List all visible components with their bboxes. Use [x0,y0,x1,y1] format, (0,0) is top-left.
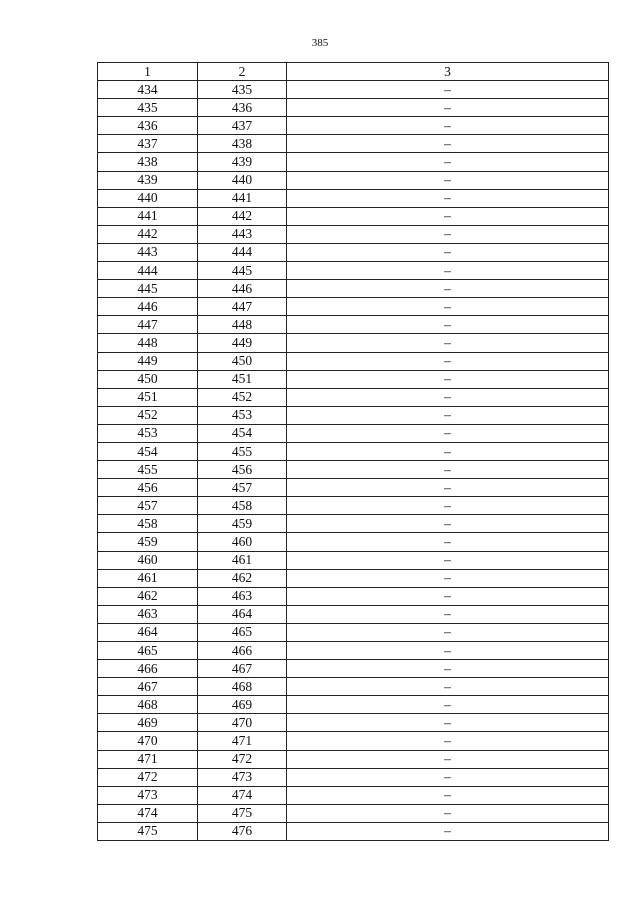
table-cell-col-1: 459 [98,533,198,551]
table-cell-col-1: 461 [98,569,198,587]
table-cell-col-1: 451 [98,388,198,406]
table-cell-col-2: 472 [198,750,287,768]
table-cell-col-2: 439 [198,153,287,171]
table-cell-col-1: 444 [98,262,198,280]
table-row [98,406,609,424]
table-cell-col-3: – [287,352,609,370]
table-row [98,298,609,316]
table-cell-col-3: – [287,515,609,533]
table-cell-col-3: – [287,569,609,587]
table-cell-col-2: 442 [198,207,287,225]
table-cell-col-1: 452 [98,406,198,424]
table-cell-col-2: 474 [198,786,287,804]
table-cell-col-1: 447 [98,316,198,334]
table-cell-col-1: 465 [98,642,198,660]
page-number: 385 [311,37,329,49]
column-header-3: 3 [287,63,609,81]
table-cell-col-1: 473 [98,786,198,804]
table-cell-col-2: 475 [198,804,287,822]
table-row [98,171,609,189]
table-cell-col-2: 448 [198,316,287,334]
table-row [98,243,609,261]
table-row [98,225,609,243]
table-cell-col-2: 454 [198,424,287,442]
table-cell-col-2: 449 [198,334,287,352]
data-table [97,62,609,841]
table-cell-col-3: – [287,388,609,406]
table-row [98,786,609,804]
table-cell-col-3: – [287,99,609,117]
table-row [98,768,609,786]
table-cell-col-3: – [287,424,609,442]
column-header-2: 2 [198,63,287,81]
table-cell-col-2: 463 [198,587,287,605]
table-cell-col-2: 452 [198,388,287,406]
table-cell-col-2: 446 [198,280,287,298]
table-cell-col-1: 474 [98,804,198,822]
table-cell-col-2: 443 [198,225,287,243]
table-cell-col-2: 471 [198,732,287,750]
table-cell-col-2: 473 [198,768,287,786]
table-cell-col-2: 440 [198,171,287,189]
table-cell-col-2: 468 [198,678,287,696]
table-row [98,696,609,714]
table-cell-col-2: 441 [198,189,287,207]
table-cell-col-2: 469 [198,696,287,714]
table-cell-col-2: 437 [198,117,287,135]
table-row [98,153,609,171]
table-cell-col-1: 472 [98,768,198,786]
table-cell-col-3: – [287,605,609,623]
table-row [98,623,609,641]
table-cell-col-1: 456 [98,479,198,497]
table-cell-col-1: 471 [98,750,198,768]
table-row [98,461,609,479]
table-cell-col-2: 447 [198,298,287,316]
table-cell-col-3: – [287,768,609,786]
table-cell-col-1: 434 [98,81,198,99]
table-cell-col-1: 435 [98,99,198,117]
table-row [98,189,609,207]
table-cell-col-2: 445 [198,262,287,280]
table-row [98,99,609,117]
table-cell-col-3: – [287,117,609,135]
table-cell-col-3: – [287,280,609,298]
table-cell-col-3: – [287,479,609,497]
table-body [98,81,609,841]
table-row [98,605,609,623]
table-cell-col-1: 455 [98,461,198,479]
table-row [98,334,609,352]
table-cell-col-2: 459 [198,515,287,533]
table-cell-col-2: 470 [198,714,287,732]
table-cell-col-2: 466 [198,642,287,660]
table-cell-col-3: – [287,225,609,243]
table-row [98,207,609,225]
table-cell-col-1: 467 [98,678,198,696]
table-row [98,479,609,497]
table-cell-col-1: 458 [98,515,198,533]
table-cell-col-1: 454 [98,442,198,460]
table-cell-col-1: 445 [98,280,198,298]
table-cell-col-1: 466 [98,660,198,678]
table-row [98,714,609,732]
table-cell-col-1: 449 [98,352,198,370]
header-row [98,63,609,81]
table-row [98,660,609,678]
table-cell-col-2: 435 [198,81,287,99]
table-row [98,515,609,533]
table-cell-col-1: 446 [98,298,198,316]
table-row [98,117,609,135]
table-cell-col-3: – [287,189,609,207]
table-row [98,678,609,696]
table-cell-col-2: 453 [198,406,287,424]
table-cell-col-3: – [287,642,609,660]
table-cell-col-2: 450 [198,352,287,370]
table-cell-col-3: – [287,461,609,479]
table-cell-col-2: 456 [198,461,287,479]
table-cell-col-3: – [287,804,609,822]
table-cell-col-2: 444 [198,243,287,261]
table-cell-col-3: – [287,298,609,316]
table-cell-col-1: 437 [98,135,198,153]
table-cell-col-3: – [287,262,609,280]
table-row [98,750,609,768]
table-cell-col-3: – [287,696,609,714]
table-row [98,587,609,605]
table-cell-col-1: 436 [98,117,198,135]
table-cell-col-1: 442 [98,225,198,243]
table-cell-col-2: 451 [198,370,287,388]
table-row [98,424,609,442]
table-cell-col-3: – [287,678,609,696]
table-cell-col-3: – [287,442,609,460]
table-row [98,551,609,569]
table-cell-col-2: 436 [198,99,287,117]
table-cell-col-3: – [287,171,609,189]
table-cell-col-3: – [287,406,609,424]
table-cell-col-2: 438 [198,135,287,153]
table-cell-col-3: – [287,786,609,804]
table-row [98,442,609,460]
table-row [98,533,609,551]
table-cell-col-3: – [287,153,609,171]
table-cell-col-1: 468 [98,696,198,714]
table-cell-col-2: 455 [198,442,287,460]
table-row [98,316,609,334]
table-cell-col-2: 460 [198,533,287,551]
table-cell-col-3: – [287,551,609,569]
table-row [98,370,609,388]
table-cell-col-1: 438 [98,153,198,171]
table-cell-col-2: 465 [198,623,287,641]
table-row [98,280,609,298]
table-row [98,262,609,280]
table-row [98,352,609,370]
table-cell-col-2: 462 [198,569,287,587]
table-cell-col-1: 469 [98,714,198,732]
table-row [98,642,609,660]
table-row [98,569,609,587]
table-cell-col-1: 457 [98,497,198,515]
table-row [98,81,609,99]
table-cell-col-3: – [287,587,609,605]
table-cell-col-1: 453 [98,424,198,442]
table-row [98,804,609,822]
table-row [98,822,609,840]
table-cell-col-1: 463 [98,605,198,623]
table-cell-col-1: 464 [98,623,198,641]
table-cell-col-3: – [287,370,609,388]
table-row [98,135,609,153]
table-cell-col-1: 448 [98,334,198,352]
column-header-1: 1 [98,63,198,81]
table-row [98,388,609,406]
table-cell-col-1: 475 [98,822,198,840]
table-cell-col-1: 460 [98,551,198,569]
table-row [98,732,609,750]
table-cell-col-3: – [287,732,609,750]
table-cell-col-3: – [287,497,609,515]
table-cell-col-3: – [287,822,609,840]
table-cell-col-2: 467 [198,660,287,678]
table-cell-col-3: – [287,750,609,768]
table-cell-col-1: 450 [98,370,198,388]
table-cell-col-3: – [287,660,609,678]
table-cell-col-3: – [287,207,609,225]
table-cell-col-1: 470 [98,732,198,750]
table-cell-col-3: – [287,334,609,352]
table-row [98,497,609,515]
table-cell-col-1: 441 [98,207,198,225]
table-header [98,63,609,81]
table-cell-col-2: 476 [198,822,287,840]
table-cell-col-3: – [287,623,609,641]
table-cell-col-2: 457 [198,479,287,497]
table-cell-col-2: 464 [198,605,287,623]
table-cell-col-3: – [287,316,609,334]
table-cell-col-3: – [287,533,609,551]
table-cell-col-2: 458 [198,497,287,515]
table-cell-col-1: 440 [98,189,198,207]
table-cell-col-3: – [287,714,609,732]
table-cell-col-2: 461 [198,551,287,569]
table-cell-col-1: 462 [98,587,198,605]
table-cell-col-1: 443 [98,243,198,261]
table-cell-col-1: 439 [98,171,198,189]
table-cell-col-3: – [287,135,609,153]
table-cell-col-3: – [287,81,609,99]
table-cell-col-3: – [287,243,609,261]
